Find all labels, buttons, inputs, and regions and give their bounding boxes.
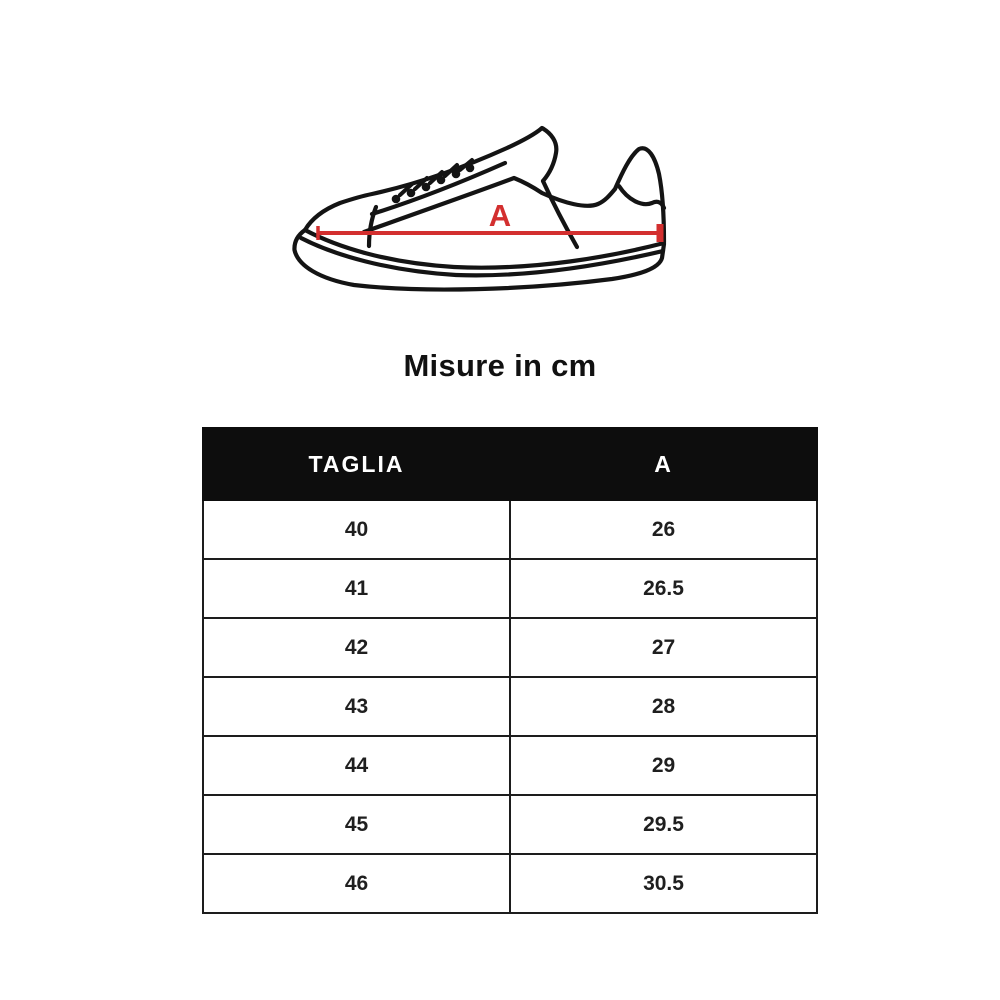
size-cell: 41 [203, 559, 510, 618]
table-row [203, 736, 817, 795]
sneaker-outline [294, 128, 664, 290]
header-a: A [510, 428, 817, 500]
measurement-cell: 26 [510, 500, 817, 559]
size-cell: 44 [203, 736, 510, 795]
size-cell: 40 [203, 500, 510, 559]
table-row [203, 795, 817, 854]
table-row [203, 500, 817, 559]
size-cell: 42 [203, 618, 510, 677]
sole-outline [294, 230, 664, 290]
page-title: Misure in cm [403, 348, 597, 383]
size-cell: 43 [203, 677, 510, 736]
measurement-cell: 30.5 [510, 854, 817, 913]
quarter-seam [543, 181, 577, 247]
measurement-cell: 27 [510, 618, 817, 677]
size-table-header-row [203, 428, 817, 500]
table-row [203, 677, 817, 736]
table-row [203, 618, 817, 677]
measurement-cell: 29 [510, 736, 817, 795]
measurement-cell: 26.5 [510, 559, 817, 618]
size-cell: 45 [203, 795, 510, 854]
header-taglia: TAGLIA [203, 428, 510, 500]
size-cell: 46 [203, 854, 510, 913]
table-row [203, 559, 817, 618]
sneaker-diagram [292, 104, 672, 294]
measure-label-a: A [488, 198, 512, 233]
measurement-cell: 28 [510, 677, 817, 736]
table-row [203, 854, 817, 913]
heel-counter-seam [619, 186, 664, 208]
size-table [202, 427, 818, 914]
measurement-cell: 29.5 [510, 795, 817, 854]
